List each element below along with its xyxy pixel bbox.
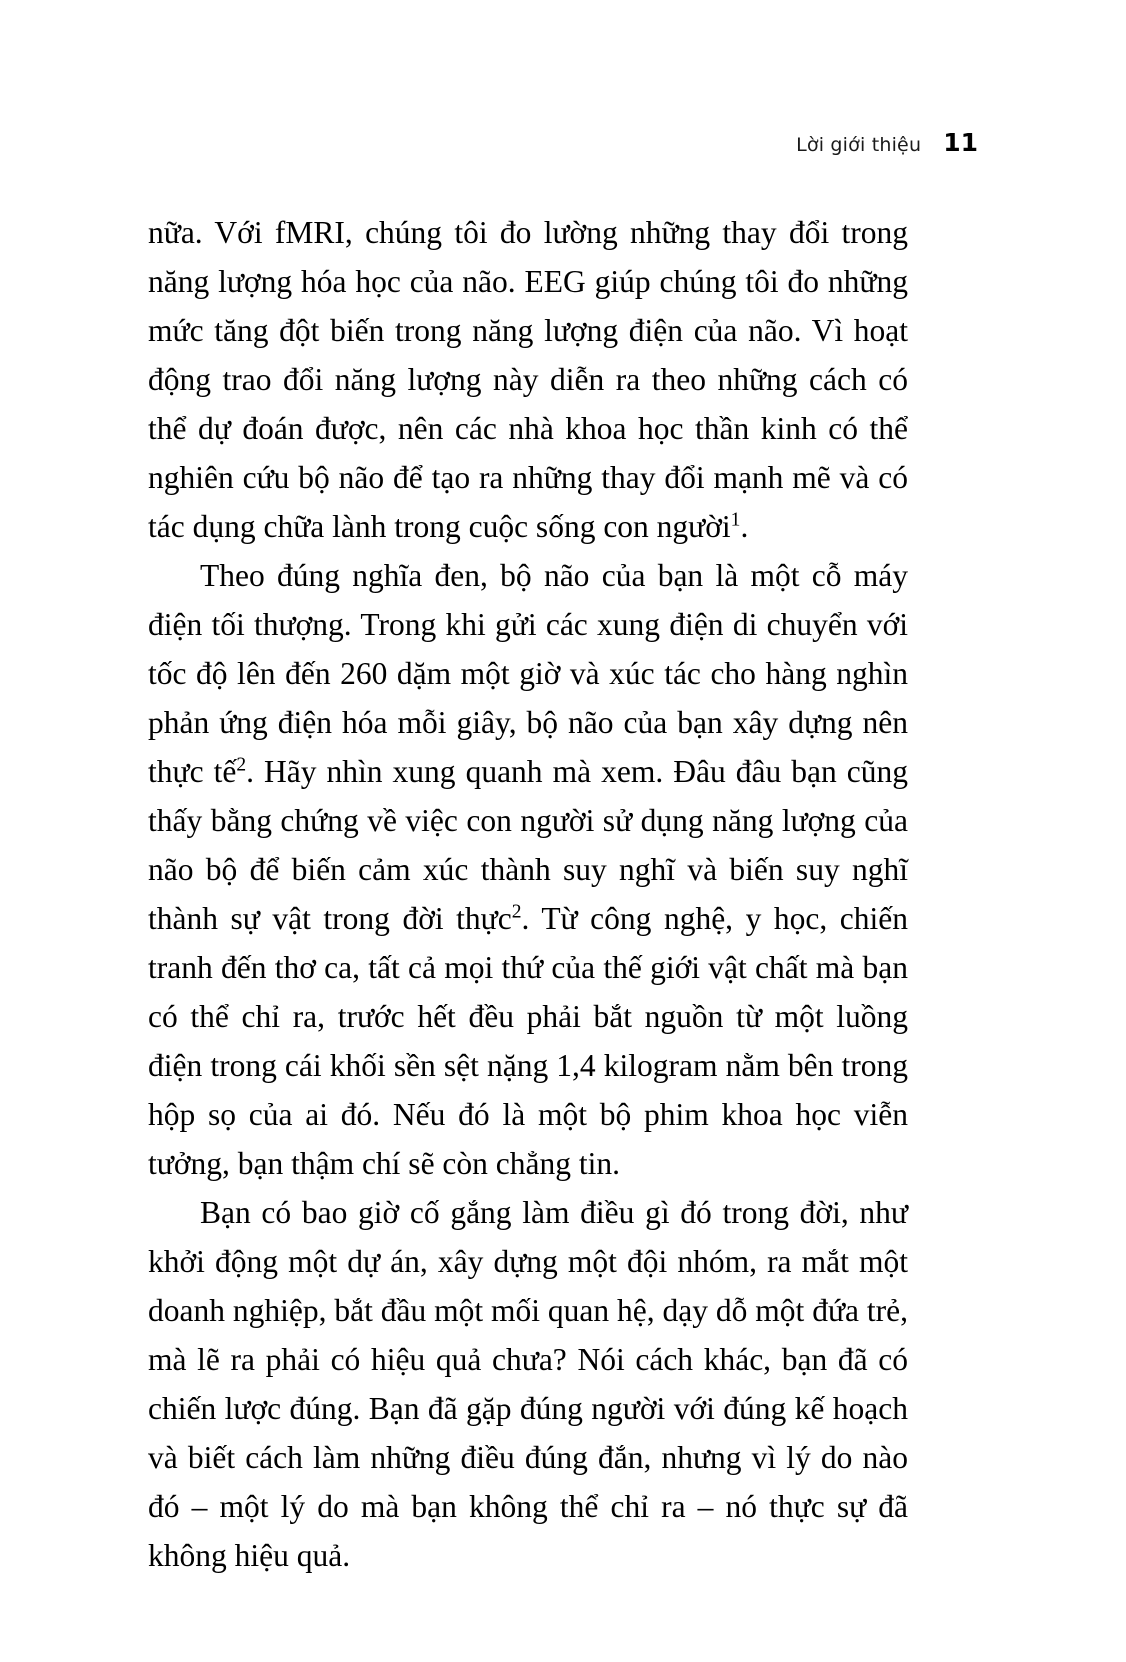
paragraph-2-tail: . Hãy nhìn xung quanh mà xem. Đâu đâu bạn cũng thấy bằng chứng về việc con người sử dụng năng lượng của não bộ để biến cảm xúc thành suy nghĩ và biến suy nghĩ thành sự vật trong đời thực <box>148 754 908 936</box>
paragraph-1 <box>148 208 908 551</box>
paragraph-2-tail-2: . Từ công nghệ, y học, chiến tranh đến thơ ca, tất cả mọi thứ của thế giới vật chất mà bạn có thể chỉ ra, trước hết đều phải bắt nguồn từ một luồng điện trong cái khối sền sệt nặng 1,4 kilogram nằm bên trong hộp sọ của ai đó. Nếu đó là một bộ phim khoa học viễn tưởng, bạn thậm chí sẽ còn chẳng tin. <box>148 901 908 1181</box>
running-head-section-title: Lời giới thiệu <box>796 134 922 156</box>
page-number: 11 <box>943 128 978 157</box>
paragraph-1-text: nữa. Với fMRI, chúng tôi đo lường những thay đổi trong năng lượng hóa học của não. EEG giúp chúng tôi đo những mức tăng đột biến trong năng lượng điện của não. Vì hoạt động trao đổi năng lượng này diễn ra theo những cách có thể dự đoán được, nên các nhà khoa học thần kinh có thể nghiên cứu bộ não để tạo ra những thay đổi mạnh mẽ và có tác dụng chữa lành trong cuộc sống con người <box>148 215 908 544</box>
paragraph-1-tail: . <box>740 509 749 544</box>
paragraph-3: Bạn có bao giờ cố gắng làm điều gì đó trong đời, như khởi động một dự án, xây dựng một đội nhóm, ra mắt một doanh nghiệp, bắt đầu một mối quan hệ, dạy dỗ một đứa trẻ, mà lẽ ra phải có hiệu quả chưa? Nói cách khác, bạn đã có chiến lược đúng. Bạn đã gặp đúng người với đúng kế hoạch và biết cách làm những điều đúng đắn, nhưng vì lý do nào đó – một lý do mà bạn không thể chỉ ra – nó thực sự đã không hiệu quả. <box>148 1195 908 1573</box>
footnote-marker-3: 2 <box>511 901 522 923</box>
running-head <box>796 128 978 157</box>
paragraph-2 <box>148 551 908 1188</box>
body-text <box>148 208 908 1580</box>
footnote-marker-1: 1 <box>730 509 741 531</box>
footnote-marker-2: 2 <box>236 754 247 776</box>
paragraph-2-text: Theo đúng nghĩa đen, bộ não của bạn là một cỗ máy điện tối thượng. Trong khi gửi các xung điện di chuyển với tốc độ lên đến 260 dặm một giờ và xúc tác cho hàng nghìn phản ứng điện hóa mỗi giây, bộ não của bạn xây dựng nên thực tế <box>148 558 908 789</box>
